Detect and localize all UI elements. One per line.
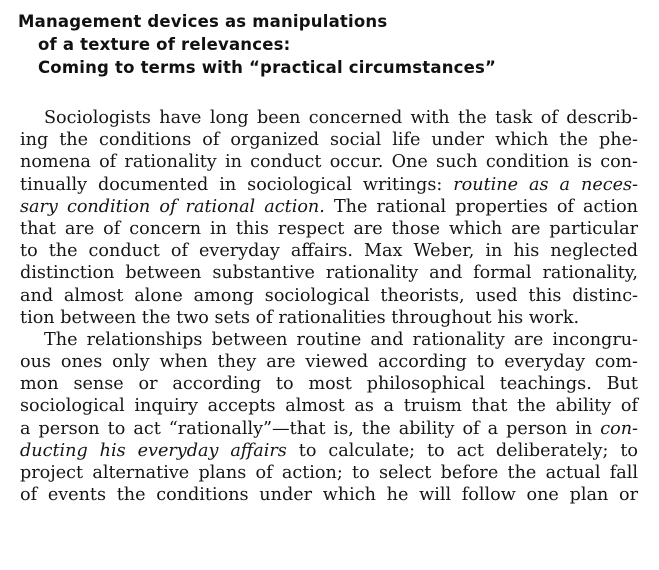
text-line xyxy=(20,307,638,329)
text-line xyxy=(20,462,638,484)
text-line xyxy=(20,351,638,373)
italic-text: routine as a neces- xyxy=(453,174,638,195)
text-run: a person to act “rationally”—that is, the ability of a person in xyxy=(20,418,601,439)
section-heading xyxy=(18,10,496,79)
text-run: tinually documented in sociological writings: xyxy=(20,174,454,195)
text-run: distinction between substantive rationality and formal rationality, xyxy=(20,263,638,284)
text-line xyxy=(20,240,638,262)
text-line xyxy=(20,418,638,440)
heading-line-2: of a texture of relevances: xyxy=(38,35,291,54)
text-run: project alternative plans of action; to select before the actual fall xyxy=(20,463,638,483)
text-run: Sociologists have long been concerned with the task of describ- xyxy=(44,108,638,128)
text-line xyxy=(20,262,638,284)
text-run: of events the conditions under which he will follow one plan or xyxy=(20,485,638,506)
text-run: nomena of rationality in conduct occur. One such condition is con- xyxy=(20,152,638,173)
heading-line-3: Coming to terms with “practical circumstances” xyxy=(38,58,497,77)
text-run: The rational properties of action xyxy=(324,196,638,217)
text-line xyxy=(20,329,638,351)
text-run: sociological inquiry accepts almost as a truism that the ability of xyxy=(20,396,638,417)
text-line xyxy=(20,440,638,462)
text-run: The relationships between routine and rationality are incongru- xyxy=(44,329,638,350)
text-run: mon sense or according to most philosophical teachings. But xyxy=(20,374,638,395)
text-line xyxy=(20,218,638,240)
text-line xyxy=(20,151,638,173)
text-line xyxy=(20,484,638,506)
text-run: ing the conditions of organized social life under which the phe- xyxy=(20,130,638,151)
text-run: ous ones only when they are viewed according to everyday com- xyxy=(20,352,638,373)
text-run: to the conduct of everyday affairs. Max Weber, in his neglected xyxy=(20,241,638,262)
text-line xyxy=(20,107,638,129)
text-line xyxy=(20,285,638,307)
text-run: tion between the two sets of rationalities throughout his work. xyxy=(20,307,580,328)
heading-line-1: Management devices as manipulations xyxy=(18,12,388,31)
paragraph xyxy=(20,329,638,507)
text-run: that are of concern in this respect are those which are particular xyxy=(20,218,638,239)
text-run: and almost alone among sociological theorists, used this distinc- xyxy=(20,285,638,306)
italic-text: ducting his everyday affairs xyxy=(20,440,287,461)
text-line xyxy=(20,395,638,417)
text-line xyxy=(20,196,638,218)
text-run: to calculate; to act deliberately; to xyxy=(286,440,638,461)
text-line xyxy=(20,129,638,151)
text-line xyxy=(20,373,638,395)
italic-text: con- xyxy=(600,418,638,439)
italic-text: sary condition of rational action. xyxy=(20,196,325,217)
text-line xyxy=(20,174,638,196)
paragraph xyxy=(20,107,638,329)
body-text xyxy=(20,107,638,506)
